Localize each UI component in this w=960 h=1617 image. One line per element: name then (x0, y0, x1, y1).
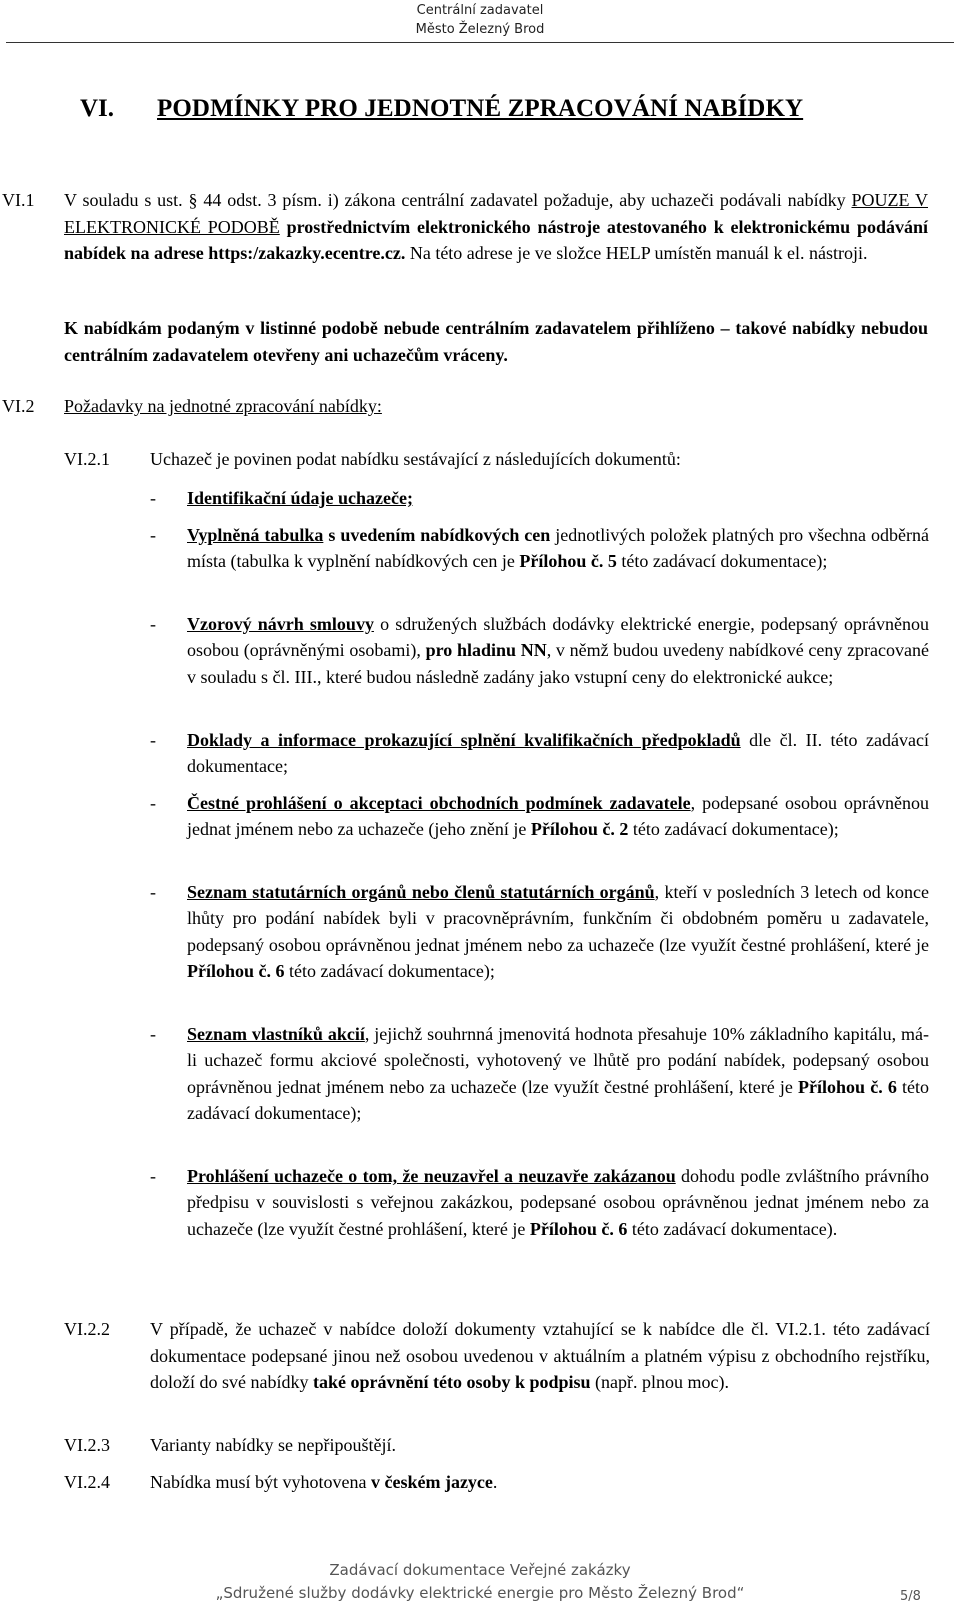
dash-marker: - (150, 488, 156, 508)
text-run: , kteří v posledních 3 letech od konce lhůty pro podání nabídek byli v pracovněprávním, funkčním či obdobném poměru u zadavatele, podepsaný osobou oprávněnou jednat jménem nebo za uchazeče (lze využít čestné prohlášení, které je (187, 882, 930, 955)
paragraph-vi22 (150, 1316, 930, 1396)
underlined-text: POUZE V ELEKTRONICKÉ PODOBĚ (64, 190, 928, 237)
section-number-vi1: VI.1 (2, 190, 35, 210)
text-run: V případě, že uchazeč v nabídce doloží dokumenty vztahující se k nabídce dle čl. VI.2.1. této zadávací dokumentace podepsané jinou než osobou uvedenou v aktuálním a platném výpisu z obchodního rejstříku, doloží do své nabídky (150, 1319, 930, 1392)
dash-marker: - (150, 525, 156, 545)
bold-text: prostřednictvím elektronického nástroje atestovaného k elektronickému podávání nabídek na adrese https:/zakazky.ecentre.cz. (64, 216, 928, 263)
header-line-1: Centrální zadavatel (416, 3, 544, 18)
bold-text: pro hladinu NN (425, 640, 547, 661)
bold-text: Přílohou č. 5 (519, 551, 617, 572)
dash-marker: - (150, 1166, 156, 1186)
section-number-vi2: VI.2 (2, 396, 35, 416)
footer-line-2: „Sdružené služby dodávky elektrické energie pro Město Železný Brod“ (215, 1584, 745, 1602)
page-number: 5/8 (900, 1589, 921, 1604)
underlined-bold-text: Seznam vlastníků akcií (187, 1024, 365, 1044)
bold-text: v českém jazyce (370, 1472, 493, 1492)
underlined-heading: Požadavky na jednotné zpracování nabídky: (64, 396, 382, 416)
bold-text: Přílohou č. 6 (529, 1218, 628, 1239)
paragraph-vi24 (150, 1469, 930, 1496)
section-number-vi22: VI.2.2 (64, 1319, 110, 1339)
text-run: , v němž budou uvedeny nabídkové ceny zpracované v souladu s čl. III., které budou následně zadány jako vstupní ceny do elektronické aukce; (187, 640, 930, 687)
text-run: , podepsané osobou oprávněnou jednat jménem nebo za uchazeče (jeho znění je (187, 793, 930, 840)
text-run: této zadávací dokumentace). (627, 1218, 838, 1239)
section-title-number: VI. (80, 95, 115, 122)
section-number-vi24: VI.2.4 (64, 1472, 110, 1492)
list-item-text (187, 790, 929, 843)
paragraph-vi21-intro: Uchazeč je povinen podat nabídku sestávající z následujících dokumentů: (150, 449, 681, 469)
bold-text: s uvedením nabídkových cen (323, 525, 551, 545)
list-item-text (187, 611, 929, 690)
section-heading-vi2 (64, 393, 928, 420)
list-item-text (187, 1021, 929, 1126)
paragraph-vi23: Varianty nabídky se nepřipouštějí. (150, 1435, 396, 1455)
dash-marker: - (150, 882, 156, 902)
text-run: V souladu s ust. § 44 odst. 3 písm. i) zákona centrální zadavatel požaduje, aby uchazeči podávali nabídky (64, 190, 852, 210)
text-run: dle čl. II. této zadávací dokumentace; (187, 730, 929, 777)
underlined-bold-text: Seznam statutárních orgánů nebo členů statutárních orgánů (187, 882, 655, 902)
header-line-2: Město Železný Brod (415, 22, 545, 37)
bold-text: Přílohou č. 2 (530, 819, 629, 840)
list-item-text (187, 727, 929, 780)
underlined-bold-text: Identifikační údaje uchazeče; (187, 488, 413, 508)
list-item-text (187, 879, 929, 984)
underlined-bold-text: Prohlášení uchazeče o tom, že neuzavřel a neuzavře zakázanou (187, 1166, 676, 1186)
text-run: Na této adrese je ve složce HELP umístěn manuál k el. nástroji. (405, 243, 868, 263)
text-run: . (492, 1472, 498, 1492)
text-run: této zadávací dokumentace); (284, 960, 495, 981)
text-run: dohodu podle zvláštního právního předpisu v souvislosti s veřejnou zakázkou, podepsané osobou oprávněnou jednat jménem nebo za uchazeče (lze využít čestné prohlášení, které je (187, 1166, 929, 1239)
text-run: o sdružených službách dodávky elektrické energie, podepsaný oprávněnou osobou (oprávněnými osobami), (187, 614, 929, 661)
text-run: této zadávací dokumentace); (628, 819, 839, 840)
bold-text: také oprávnění této osoby k podpisu (312, 1372, 591, 1392)
text-run: jednotlivých položek platných pro všechna odběrná místa (tabulka k vyplnění nabídkových cen je (187, 525, 929, 572)
section-number-vi21: VI.2.1 (64, 449, 110, 469)
text-run: , jejichž souhrnná jmenovitá hodnota přesahuje 10% základního kapitálu, má-li uchazeč formu akciové společnosti, vyhotovený ve lhůtě pro podání nabídek, podepsaný osobou oprávněnou jednat jménem nebo za uchazeče (lze využít čestné prohlášení, které je (187, 1024, 929, 1097)
underlined-bold-text: Vzorový návrh smlouvy (187, 614, 374, 634)
text-run: (např. plnou moc). (590, 1372, 730, 1392)
underlined-bold-text: Vyplněná tabulka (187, 525, 324, 545)
bold-text: Přílohou č. 6 (187, 960, 285, 981)
dash-marker: - (150, 793, 156, 813)
list-item-text (187, 522, 929, 575)
underlined-bold-text: Čestné prohlášení o akceptaci obchodních podmínek zadavatele (187, 793, 691, 813)
header-divider (6, 42, 954, 43)
underlined-bold-text: Doklady a informace prokazující splnění kvalifikačních předpokladů (187, 730, 741, 750)
bold-text: Přílohou č. 6 (798, 1076, 897, 1097)
dash-marker: - (150, 614, 156, 634)
page-header (0, 0, 960, 39)
list-item-text (187, 1163, 929, 1242)
text-run: této zadávací dokumentace); (187, 1076, 930, 1123)
section-number-vi23: VI.2.3 (64, 1435, 110, 1455)
paragraph-vi1 (64, 187, 928, 267)
footer-line-1: Zadávací dokumentace Veřejné zakázky (329, 1561, 631, 1579)
section-title-text: PODMÍNKY PRO JEDNOTNÉ ZPRACOVÁNÍ NABÍDKY (157, 95, 804, 122)
warning-paragraph: K nabídkám podaným v listinné podobě nebude centrálním zadavatelem přihlíženo – takové nabídky nebudou centrálním zadavatelem otevřeny ani uchazečům vráceny. (64, 318, 928, 365)
dash-marker: - (150, 1024, 156, 1044)
dash-marker: - (150, 730, 156, 750)
text-run: této zadávací dokumentace); (616, 551, 828, 572)
list-item-text (187, 485, 929, 511)
text-run: Nabídka musí být vyhotovena (150, 1472, 371, 1492)
